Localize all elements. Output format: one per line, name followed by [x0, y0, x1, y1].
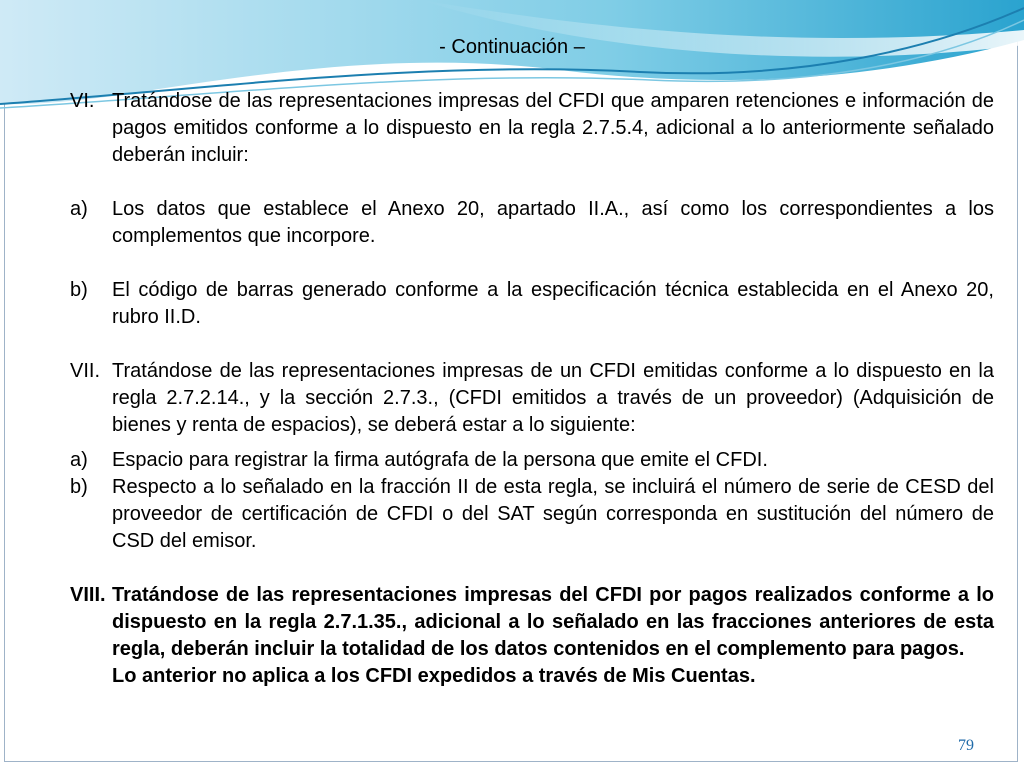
item-text: Respecto a lo señalado en la fracción II de esta regla, se incluirá el número de serie de CESD del proveedor de certificación de CFDI o del SAT según corresponda en sustitución del número de CSD del emisor.	[112, 476, 994, 552]
item-vi-b	[70, 277, 994, 331]
item-vii-a	[70, 447, 994, 474]
page-number: 79	[958, 737, 974, 754]
slide-content	[70, 88, 994, 690]
item-text: Tratándose de las representaciones impresas de un CFDI emitidas conforme a lo dispuesto en la regla 2.7.2.14., y la sección 2.7.3., (CFDI emitidos a través de un proveedor) (Adquisición de bienes y renta de espacios), se deberá estar a lo siguiente:	[112, 360, 994, 436]
item-text: Tratándose de las representaciones impresas del CFDI que amparen retenciones e información de pagos emitidos conforme a lo dispuesto en la regla 2.7.5.4, adicional a lo anteriormente señalado deberán incluir:	[112, 90, 994, 166]
item-marker: a)	[70, 449, 88, 471]
item-text: Los datos que establece el Anexo 20, apartado II.A., así como los correspondientes a los complementos que incorpore.	[112, 198, 994, 247]
item-text: Espacio para registrar la firma autógrafa de la persona que emite el CFDI.	[112, 449, 768, 471]
continuation-header: - Continuación –	[439, 36, 585, 58]
item-marker: VI.	[70, 90, 95, 112]
item-vi-a	[70, 196, 994, 250]
item-marker: a)	[70, 198, 88, 220]
item-vii	[70, 358, 994, 439]
item-vi	[70, 88, 994, 169]
closing-note: Lo anterior no aplica a los CFDI expedidos a través de Mis Cuentas.	[112, 665, 756, 687]
item-marker: VII.	[70, 360, 101, 382]
item-marker: b)	[70, 476, 88, 498]
item-vii-b	[70, 474, 994, 555]
item-marker: VIII.	[70, 584, 106, 606]
item-marker: b)	[70, 279, 88, 301]
item-viii	[70, 582, 994, 663]
item-text: Tratándose de las representaciones impresas del CFDI por pagos realizados conforme a lo dispuesto en la regla 2.7.1.35., adicional a lo señalado en las fracciones anteriores de esta regla, deberán incluir la totalidad de los datos contenidos en el complemento para pagos.	[112, 584, 994, 660]
item-text: El código de barras generado conforme a la especificación técnica establecida en el Anexo 20, rubro II.D.	[112, 279, 994, 328]
